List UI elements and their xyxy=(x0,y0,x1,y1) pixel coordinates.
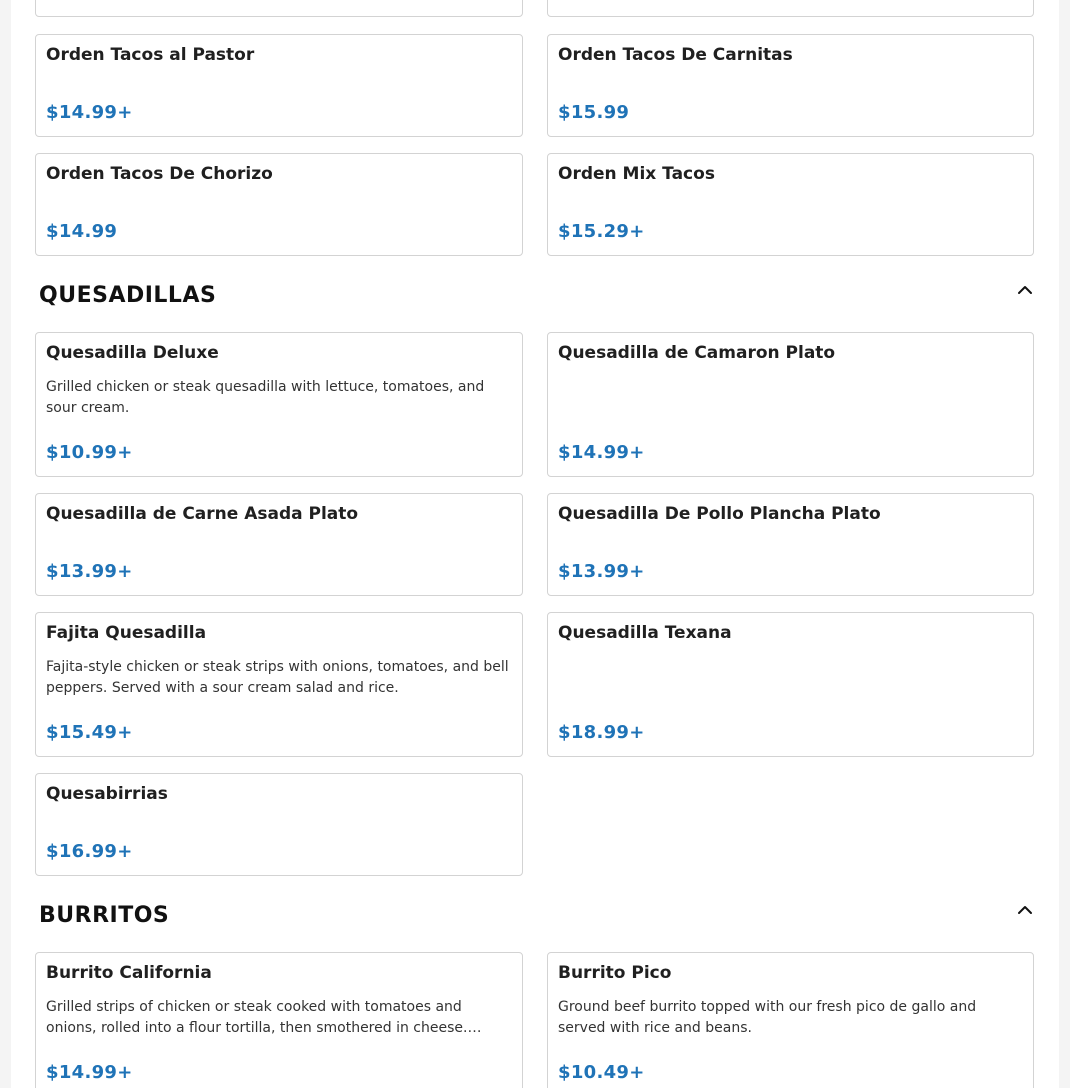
menu-item-name: Quesadilla De Pollo Plancha Plato xyxy=(558,504,881,524)
menu-item-price: $16.99+ xyxy=(46,841,133,862)
menu-item-card[interactable] xyxy=(35,153,523,256)
section-title-quesadillas: QUESADILLAS xyxy=(39,283,217,308)
menu-item-price: $10.49+ xyxy=(558,1062,645,1083)
menu-item-name: Quesadilla Texana xyxy=(558,623,732,643)
menu-item-price: $10.99+ xyxy=(46,442,133,463)
menu-item-price: $15.99 xyxy=(558,102,630,123)
menu-item-price: $14.99+ xyxy=(46,1062,133,1083)
menu-item-name: Quesadilla Deluxe xyxy=(46,343,219,363)
menu-item-card-partial[interactable] xyxy=(35,0,523,17)
menu-item-name: Burrito California xyxy=(46,963,212,983)
menu-item-card-partial[interactable] xyxy=(547,0,1034,17)
menu-item-name: Orden Tacos al Pastor xyxy=(46,45,255,65)
menu-item-card[interactable] xyxy=(35,952,523,1088)
menu-item-name: Quesadilla de Carne Asada Plato xyxy=(46,504,359,524)
menu-item-name: Fajita Quesadilla xyxy=(46,623,207,643)
menu-item-description: Grilled strips of chicken or steak cooked with tomatoes and onions, rolled into a flour tortilla, then smothered in cheese.… xyxy=(46,999,482,1036)
menu-item-price: $15.49+ xyxy=(46,722,133,743)
menu-item-name: Orden Tacos De Chorizo xyxy=(46,164,273,184)
menu-page xyxy=(11,0,1059,1088)
menu-item-description: Grilled chicken or steak quesadilla with lettuce, tomatoes, and sour cream. xyxy=(46,379,485,416)
menu-item-card[interactable] xyxy=(547,612,1034,757)
chevron-up-icon[interactable] xyxy=(1013,898,1037,922)
menu-item-description: Fajita-style chicken or steak strips with onions, tomatoes, and bell peppers. Served with a sour cream salad and rice. xyxy=(46,659,509,696)
menu-item-card[interactable] xyxy=(35,773,523,876)
menu-item-card[interactable] xyxy=(547,332,1034,477)
menu-item-price: $14.99+ xyxy=(558,442,645,463)
menu-item-name: Orden Mix Tacos xyxy=(558,164,715,184)
chevron-up-icon[interactable] xyxy=(1013,278,1037,302)
menu-item-card[interactable] xyxy=(35,493,523,596)
menu-item-card[interactable] xyxy=(547,153,1034,256)
menu-item-price: $14.99+ xyxy=(46,102,133,123)
menu-item-name: Burrito Pico xyxy=(558,963,672,983)
section-title-burritos: BURRITOS xyxy=(39,903,170,928)
menu-item-price: $14.99 xyxy=(46,221,118,242)
menu-item-card[interactable] xyxy=(35,34,523,137)
menu-item-name: Orden Tacos De Carnitas xyxy=(558,45,793,65)
menu-item-card[interactable] xyxy=(547,493,1034,596)
menu-item-name: Quesabirrias xyxy=(46,784,168,804)
menu-item-price: $13.99+ xyxy=(558,561,645,582)
menu-item-description: Ground beef burrito topped with our fresh pico de gallo and served with rice and beans. xyxy=(558,999,977,1036)
menu-item-card[interactable] xyxy=(35,332,523,477)
menu-item-price: $13.99+ xyxy=(46,561,133,582)
menu-item-name: Quesadilla de Camaron Plato xyxy=(558,343,836,363)
menu-item-price: $15.29+ xyxy=(558,221,645,242)
menu-item-card[interactable] xyxy=(547,952,1034,1088)
menu-item-card[interactable] xyxy=(547,34,1034,137)
menu-item-card[interactable] xyxy=(35,612,523,757)
menu-item-price: $18.99+ xyxy=(558,722,645,743)
